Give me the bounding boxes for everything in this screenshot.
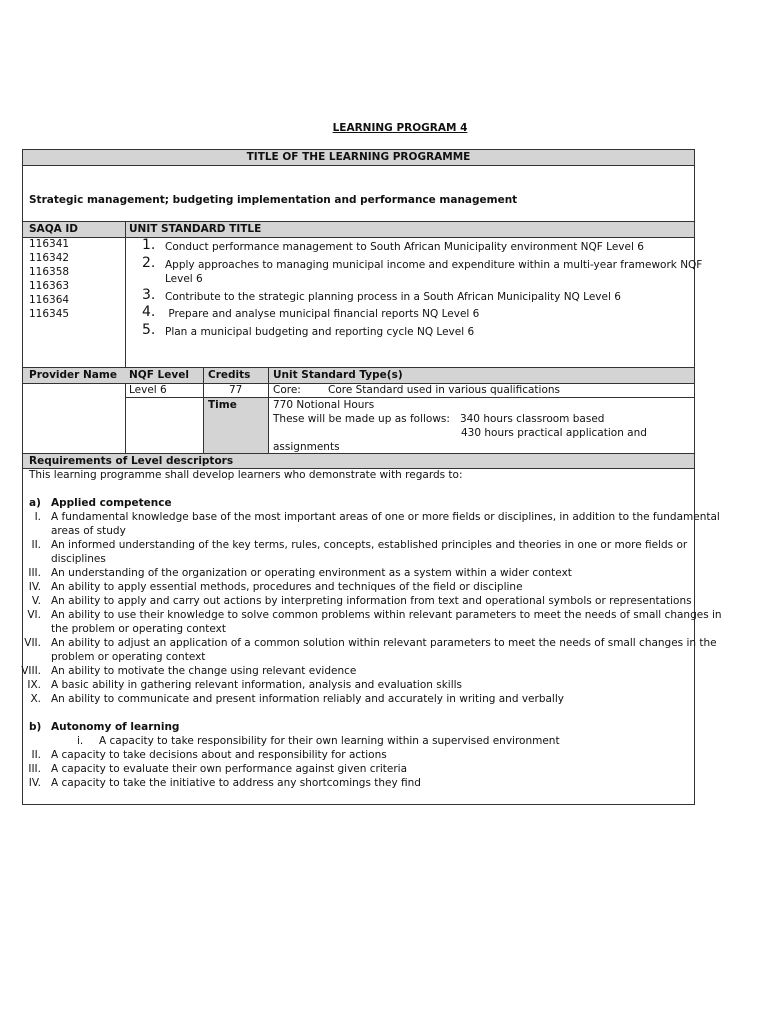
programme-title: Strategic management; budgeting implementation and performance management: [29, 194, 518, 206]
saqa-id: 116345: [29, 308, 70, 320]
section-b-title: Autonomy of learning: [51, 721, 180, 733]
saqa-id: 116364: [29, 294, 70, 306]
list-item: A fundamental knowledge base of the most important areas of one or more fields or disciplines, in addition to the fundamental: [51, 511, 720, 523]
time-breakdown-cont: 430 hours practical application and: [461, 427, 647, 439]
section-title-row: [23, 150, 694, 165]
time-label: Time: [208, 399, 237, 411]
list-item-cont: problem or operating context: [51, 651, 206, 663]
saqa-id: 116358: [29, 266, 70, 278]
divider: [268, 368, 269, 453]
list-number: I.: [34, 511, 41, 523]
list-item: A capacity to take responsibility for their own learning within a supervised environment: [99, 735, 560, 747]
divider: [23, 165, 694, 166]
provider-name-label: Provider Name: [29, 369, 117, 381]
list-number: IV.: [28, 777, 41, 789]
list-number: 3.: [142, 287, 156, 303]
list-number: VI.: [27, 609, 41, 621]
credits-value: 77: [229, 384, 243, 396]
nqf-level-label: NQF Level: [129, 369, 189, 381]
time-breakdown-cont2: assignments: [273, 441, 340, 453]
list-number: VII.: [24, 637, 41, 649]
list-item: An ability to use their knowledge to solve common problems within relevant parameters to meet the needs of small changes in: [51, 609, 722, 621]
section-b-letter: b): [29, 721, 42, 733]
section-a-title: Applied competence: [51, 497, 172, 509]
list-item: A capacity to take decisions about and responsibility for actions: [51, 749, 387, 761]
saqa-id: 116363: [29, 280, 70, 292]
saqa-id: 116342: [29, 252, 70, 264]
list-number: i.: [77, 735, 84, 747]
list-number: V.: [31, 595, 41, 607]
divider: [125, 222, 126, 453]
section-a-letter: a): [29, 497, 41, 509]
list-number: II.: [31, 749, 41, 761]
unit-standard-title-header: UNIT STANDARD TITLE: [129, 223, 262, 235]
unit-standard-item: Apply approaches to managing municipal income and expenditure within a multi-year framework NQF: [165, 259, 703, 271]
list-item: A capacity to evaluate their own performance against given criteria: [51, 763, 408, 775]
list-number: 5.: [142, 322, 156, 338]
core-value: Core Standard used in various qualifications: [328, 384, 561, 396]
page-title: LEARNING PROGRAM 4: [332, 122, 468, 134]
section-title: TITLE OF THE LEARNING PROGRAMME: [246, 151, 471, 163]
saqa-id: 116341: [29, 238, 70, 250]
time-breakdown: These will be made up as follows: 340 hours classroom based: [273, 413, 605, 425]
list-number: VIII.: [21, 665, 41, 677]
list-item: An ability to communicate and present information reliably and accurately in writing and verbally: [51, 693, 564, 705]
requirements-header: Requirements of Level descriptors: [29, 455, 234, 467]
unit-standard-item-cont: Level 6: [165, 273, 203, 285]
unit-standard-item: Conduct performance management to South African Municipality environment NQF Level 6: [165, 241, 644, 253]
list-number: III.: [28, 567, 41, 579]
list-item: A capacity to take the initiative to address any shortcomings they find: [51, 777, 421, 789]
list-item: An ability to adjust an application of a common solution within relevant parameters to meet the needs of small changes in the: [51, 637, 717, 649]
list-number: III.: [28, 763, 41, 775]
list-item: An ability to apply essential methods, procedures and techniques of the field or discipline: [51, 581, 523, 593]
time-hours: 770 Notional Hours: [273, 399, 375, 411]
list-number: 4.: [142, 304, 156, 320]
list-item: An informed understanding of the key terms, rules, concepts, established principles and theories in one or more fields or: [51, 539, 688, 551]
learning-programme-table: [21, 149, 722, 805]
list-item-cont: the problem or operating context: [51, 623, 226, 635]
divider: [203, 368, 204, 453]
nqf-level-value: Level 6: [129, 384, 167, 396]
list-number: II.: [31, 539, 41, 551]
unit-standard-item: Contribute to the strategic planning process in a South African Municipality NQ Level 6: [165, 291, 621, 303]
list-item: An ability to apply and carry out actions by interpreting information from text and operational symbols or representations: [51, 595, 692, 607]
requirements-intro: This learning programme shall develop learners who demonstrate with regards to:: [29, 469, 463, 481]
list-item: An understanding of the organization or operating environment as a system within a wider context: [51, 567, 572, 579]
unit-standard-item: Prepare and analyse municipal financial reports NQ Level 6: [165, 308, 480, 320]
unit-standard-item: Plan a municipal budgeting and reporting cycle NQ Level 6: [165, 326, 475, 338]
list-number: IX.: [27, 679, 41, 691]
list-number: X.: [30, 693, 41, 705]
list-number: 1.: [142, 237, 156, 253]
units-header-row: [23, 222, 694, 237]
unit-standard-types-label: Unit Standard Type(s): [273, 369, 403, 381]
list-number: 2.: [142, 255, 156, 271]
divider: [23, 237, 694, 238]
list-item: An ability to motivate the change using relevant evidence: [51, 665, 357, 677]
core-label: Core:: [273, 384, 301, 396]
list-item-cont: disciplines: [51, 553, 106, 565]
list-number: IV.: [28, 581, 41, 593]
saqa-id-header: SAQA ID: [29, 223, 79, 235]
list-item: A basic ability in gathering relevant information, analysis and evaluation skills: [51, 679, 463, 691]
credits-label: Credits: [208, 369, 251, 381]
list-item-cont: areas of study: [51, 525, 126, 537]
